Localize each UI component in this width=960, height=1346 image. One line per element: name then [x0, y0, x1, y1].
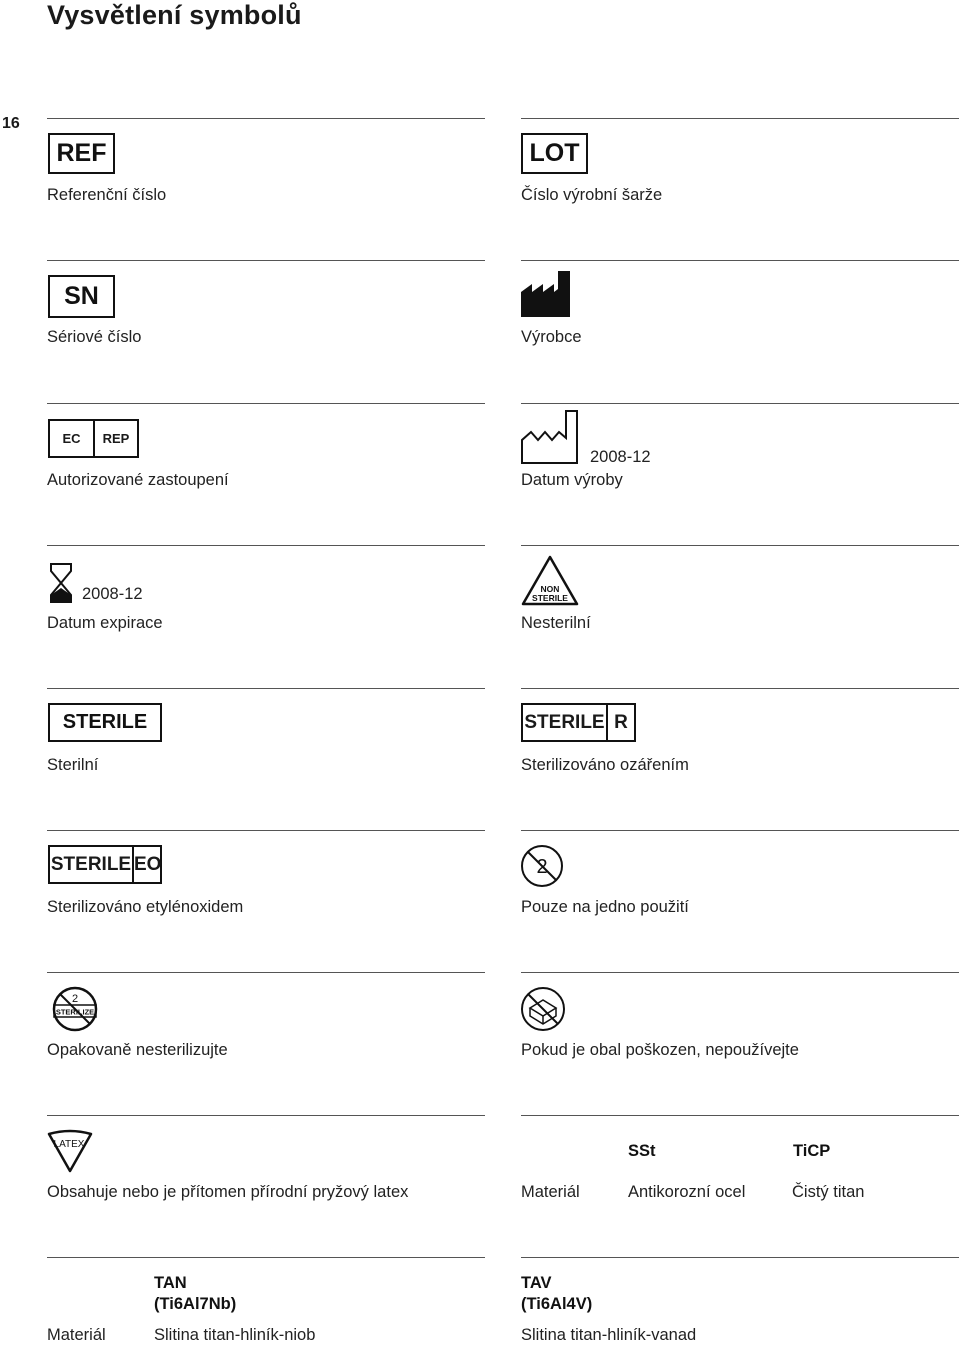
non-sterile-label: STERILE: [532, 593, 568, 603]
material-name-sst: Antikorozní ocel: [628, 1183, 746, 1201]
sterile-eo-right-label: EO: [134, 853, 162, 875]
ec-rep-icon: [48, 419, 139, 458]
manufacturer-caption: Výrobce: [521, 328, 582, 346]
divider: [47, 688, 485, 689]
material-code-tav: TAV: [521, 1274, 552, 1292]
single-use-icon: [520, 844, 564, 888]
sterile-eo-icon: [48, 845, 162, 884]
damaged-package-icon: [520, 986, 566, 1032]
latex-icon: [47, 1129, 93, 1173]
single-use-caption: Pouze na jedno použití: [521, 898, 689, 916]
damaged-package-caption: Pokud je obal poškozen, nepoužívejte: [521, 1041, 799, 1059]
divider: [47, 830, 485, 831]
divider: [521, 260, 959, 261]
sterile-r-right-label: R: [614, 711, 628, 733]
sn-caption: Sériové číslo: [47, 328, 142, 346]
ref-icon: REF: [48, 133, 115, 174]
material-formula-tan: (Ti6Al7Nb): [154, 1295, 237, 1313]
material-name-ticp: Čistý titan: [792, 1183, 865, 1201]
sterile-r-icon: [521, 703, 636, 742]
sterile-r-left-label: STERILE: [523, 705, 608, 740]
divider: [47, 545, 485, 546]
lot-icon: LOT: [521, 133, 588, 174]
latex-label: LATEX: [53, 1139, 85, 1150]
material-code-tan: TAN: [154, 1274, 187, 1292]
divider: [521, 972, 959, 973]
divider: [47, 260, 485, 261]
rep-label: REP: [102, 431, 130, 446]
sterile-caption: Sterilní: [47, 756, 99, 774]
date-of-manufacture-icon: [520, 409, 580, 465]
material-formula-tav: (Ti6Al4V): [521, 1295, 593, 1313]
divider: [47, 1115, 485, 1116]
divider: [521, 1257, 959, 1258]
non-sterile-caption: Nesterilní: [521, 614, 591, 632]
ec-rep-caption: Autorizované zastoupení: [47, 471, 229, 489]
non-sterile-icon: [520, 554, 580, 606]
divider: [521, 118, 959, 119]
sterile-eo-left-label: STERILE: [50, 847, 134, 882]
material-code-sst: SSt: [628, 1142, 656, 1160]
svg-text:2: 2: [71, 993, 79, 1005]
sterile-r-caption: Sterilizováno ozářením: [521, 756, 689, 774]
divider: [47, 1257, 485, 1258]
manufacturer-icon: [520, 270, 572, 318]
divider: [47, 403, 485, 404]
manufacture-date: 2008-12: [590, 448, 651, 466]
single-use-glyph: 2: [536, 856, 548, 878]
page-title: Vysvětlení symbolů: [47, 0, 302, 30]
do-not-resterilize-icon: [52, 986, 98, 1032]
divider: [47, 972, 485, 973]
material-name-tav: Slitina titan-hliník-vanad: [521, 1326, 697, 1344]
sterile-icon: STERILE: [48, 703, 162, 742]
expiry-date: 2008-12: [82, 585, 143, 603]
sterile-eo-caption: Sterilizováno etylénoxidem: [47, 898, 244, 916]
hourglass-icon: [48, 562, 74, 604]
material-name-tan: Slitina titan-hliník-niob: [154, 1326, 316, 1344]
material-label: Materiál: [521, 1183, 580, 1201]
divider: [521, 1115, 959, 1116]
ec-label: EC: [50, 421, 95, 456]
material-code-ticp: TiCP: [793, 1142, 831, 1160]
non-label: NON: [540, 584, 560, 594]
divider: [521, 545, 959, 546]
divider: [521, 830, 959, 831]
serial-number-icon: SN: [48, 275, 115, 318]
expiry-caption: Datum expirace: [47, 614, 163, 632]
divider: [521, 688, 959, 689]
manufacture-date-caption: Datum výroby: [521, 471, 623, 489]
latex-caption: Obsahuje nebo je přítomen přírodní pryžový latex: [47, 1183, 409, 1201]
material-label: Materiál: [47, 1326, 106, 1344]
divider: [521, 403, 959, 404]
divider: [47, 118, 485, 119]
page-number: 16: [2, 115, 20, 132]
lot-caption: Číslo výrobní šarže: [521, 186, 663, 204]
ref-caption: Referenční číslo: [47, 186, 167, 204]
do-not-resterilize-caption: Opakovaně nesterilizujte: [47, 1041, 228, 1059]
sterilize-label: STERILIZE: [55, 1007, 95, 1017]
